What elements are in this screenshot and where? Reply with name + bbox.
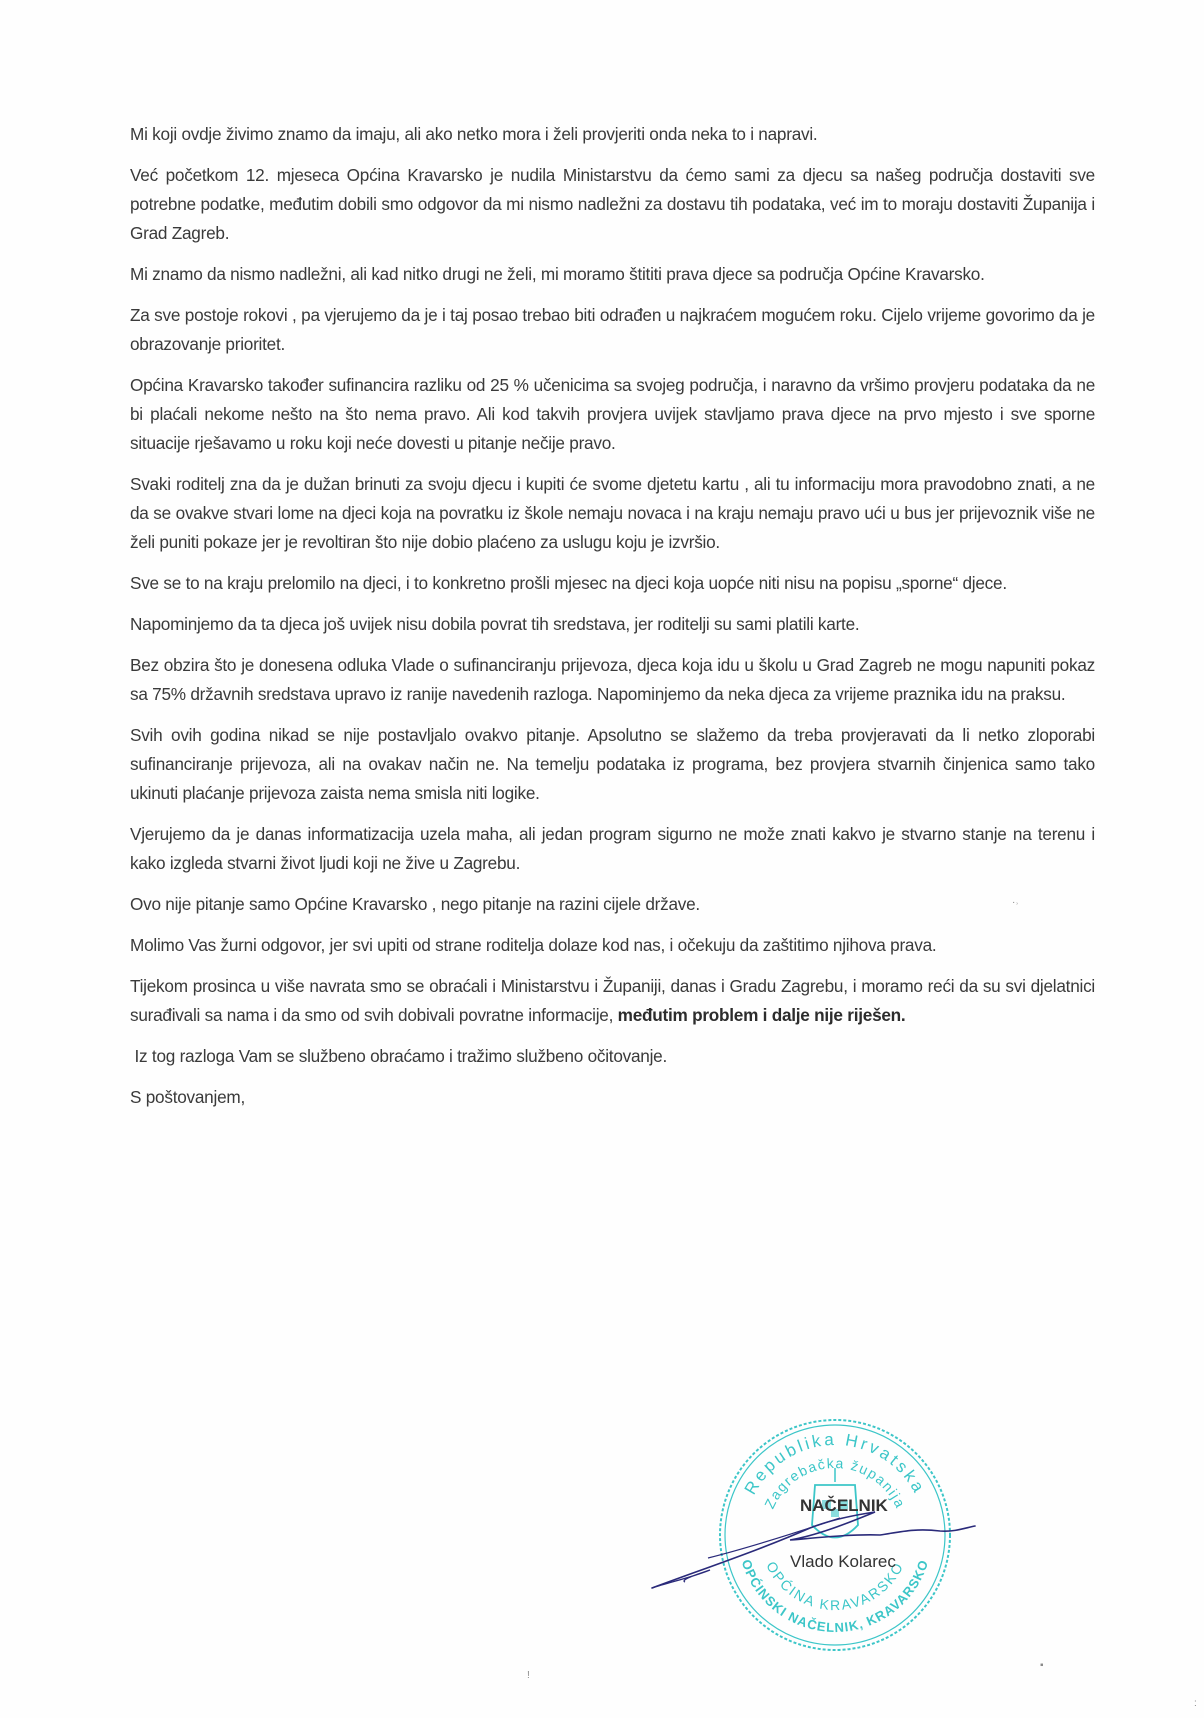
signature-area: [640, 1410, 980, 1660]
paragraph-7: Sve se to na kraju prelomilo na djeci, i to konkretno prošli mjesec na djeci koja uopće niti nisu na popisu „sporne“ djece.: [130, 573, 1007, 593]
paragraph-1: Mi koji ovdje živimo znamo da imaju, ali ako netko mora i želi provjeriti onda neka to i napravi.: [130, 124, 818, 144]
stamp-text-inner-bottom: OPĆINA KRAVARSKO: [763, 1558, 907, 1614]
signatory-title: NAČELNIK: [800, 1496, 888, 1515]
letter-body: [130, 120, 1095, 1124]
paragraph-14-bold: međutim problem i dalje nije riješen.: [617, 1005, 906, 1025]
paragraph-3: Mi znamo da nismo nadležni, ali kad nitko drugi ne želi, mi moramo štititi prava djece sa područja Općine Kravarsko.: [130, 264, 985, 284]
paragraph-15: Iz tog razloga Vam se službeno obraćamo i tražimo službeno očitovanje.: [130, 1046, 667, 1066]
stamp-text-bottom: OPĆINSKI NAČELNIK, KRAVARSKO: [738, 1557, 932, 1636]
scan-speck: :: [1194, 1698, 1197, 1709]
paragraph-6: Svaki roditelj zna da je dužan brinuti za svoju djecu i kupiti će svome djetetu kartu , ali tu informaciju mora pravodobno znati, a ne da se ovakve stvari lome na djeci koja na povratku iz škole nemaju novaca i na kraju nemaju pravo ući u bus jer prijevoznik više ne želi puniti pokaze jer je revoltiran što nije dobio plaćeno za uslugu koju je izvršio.: [130, 474, 1095, 552]
paragraph-4: Za sve postoje rokovi , pa vjerujemo da je i taj posao trebao biti odrađen u najkraćem mogućem roku. Cijelo vrijeme govorimo da je obrazovanje prioritet.: [130, 305, 1095, 354]
stamp-text-top: Republika Hrvatska: [740, 1429, 930, 1498]
paragraph-2: Već početkom 12. mjeseca Općina Kravarsko je nudila Ministarstvu da ćemo sami za djecu sa našeg područja dostaviti sve potrebne podatke, međutim dobili smo odgovor da mi nismo nadležni za dostavu tih podataka, već im to moraju dostaviti Županija i Grad Zagreb.: [130, 165, 1095, 243]
paragraph-14-text: Tijekom prosinca u više navrata smo se obraćali i Ministarstvu i Županiji, danas i Gradu Zagrebu, i moramo reći da su svi djelatnici surađivali sa nama i da smo od svih dobivali povratne informacije,: [130, 976, 1095, 1025]
scan-speck: ·˒: [1012, 897, 1019, 908]
paragraph-10: Svih ovih godina nikad se nije postavljalo ovakvo pitanje. Apsolutno se slažemo da treba provjeravati da li netko zloporabi sufinanciranje prijevoza, ali na ovakav način ne. Na temelju podataka iz programa, bez provjera stvarnih činjenica samo tako ukinuti plaćanje prijevoza zaista nema smisla niti logike.: [130, 725, 1095, 803]
paragraph-9: Bez obzira što je donesena odluka Vlade o sufinanciranju prijevoza, djeca koja idu u školu u Grad Zagreb ne mogu napuniti pokaz sa 75% državnih sredstava upravo iz ranije navedenih razloga. Napominjemo da neka djeca za vrijeme praznika idu na praksu.: [130, 655, 1095, 704]
scan-speck: ▪: [1040, 1660, 1044, 1671]
signatory-name: Vlado Kolarec: [790, 1552, 896, 1571]
paragraph-11: Vjerujemo da je danas informatizacija uzela maha, ali jedan program sigurno ne može znati kakvo je stvarno stanje na terenu i kako izgleda stvarni život ljudi koji ne žive u Zagrebu.: [130, 824, 1095, 873]
paragraph-12: Ovo nije pitanje samo Općine Kravarsko , nego pitanje na razini cijele države.: [130, 894, 700, 914]
scan-speck: ǃ: [527, 1670, 530, 1681]
closing-salutation: S poštovanjem,: [130, 1087, 245, 1107]
stamp-text-inner-top: Zagrebačka županija: [761, 1454, 909, 1512]
paragraph-8: Napominjemo da ta djeca još uvijek nisu dobila povrat tih sredstava, jer roditelji su sami platili karte.: [130, 614, 860, 634]
paragraph-5: Općina Kravarsko također sufinancira razliku od 25 % učenicima sa svojeg područja, i naravno da vršimo provjeru podataka da ne bi plaćali nekome nešto na što nema pravo. Ali kod takvih provjera uvijek stavljamo prava djece na prvo mjesto i sve sporne situacije rješavamo u roku koji neće dovesti u pitanje nečije pravo.: [130, 375, 1095, 453]
handwritten-signature: [640, 1410, 980, 1660]
paragraph-14: [130, 972, 1095, 1030]
paragraph-13: Molimo Vas žurni odgovor, jer svi upiti od strane roditelja dolaze kod nas, i očekuju da zaštitimo njihova prava.: [130, 935, 937, 955]
